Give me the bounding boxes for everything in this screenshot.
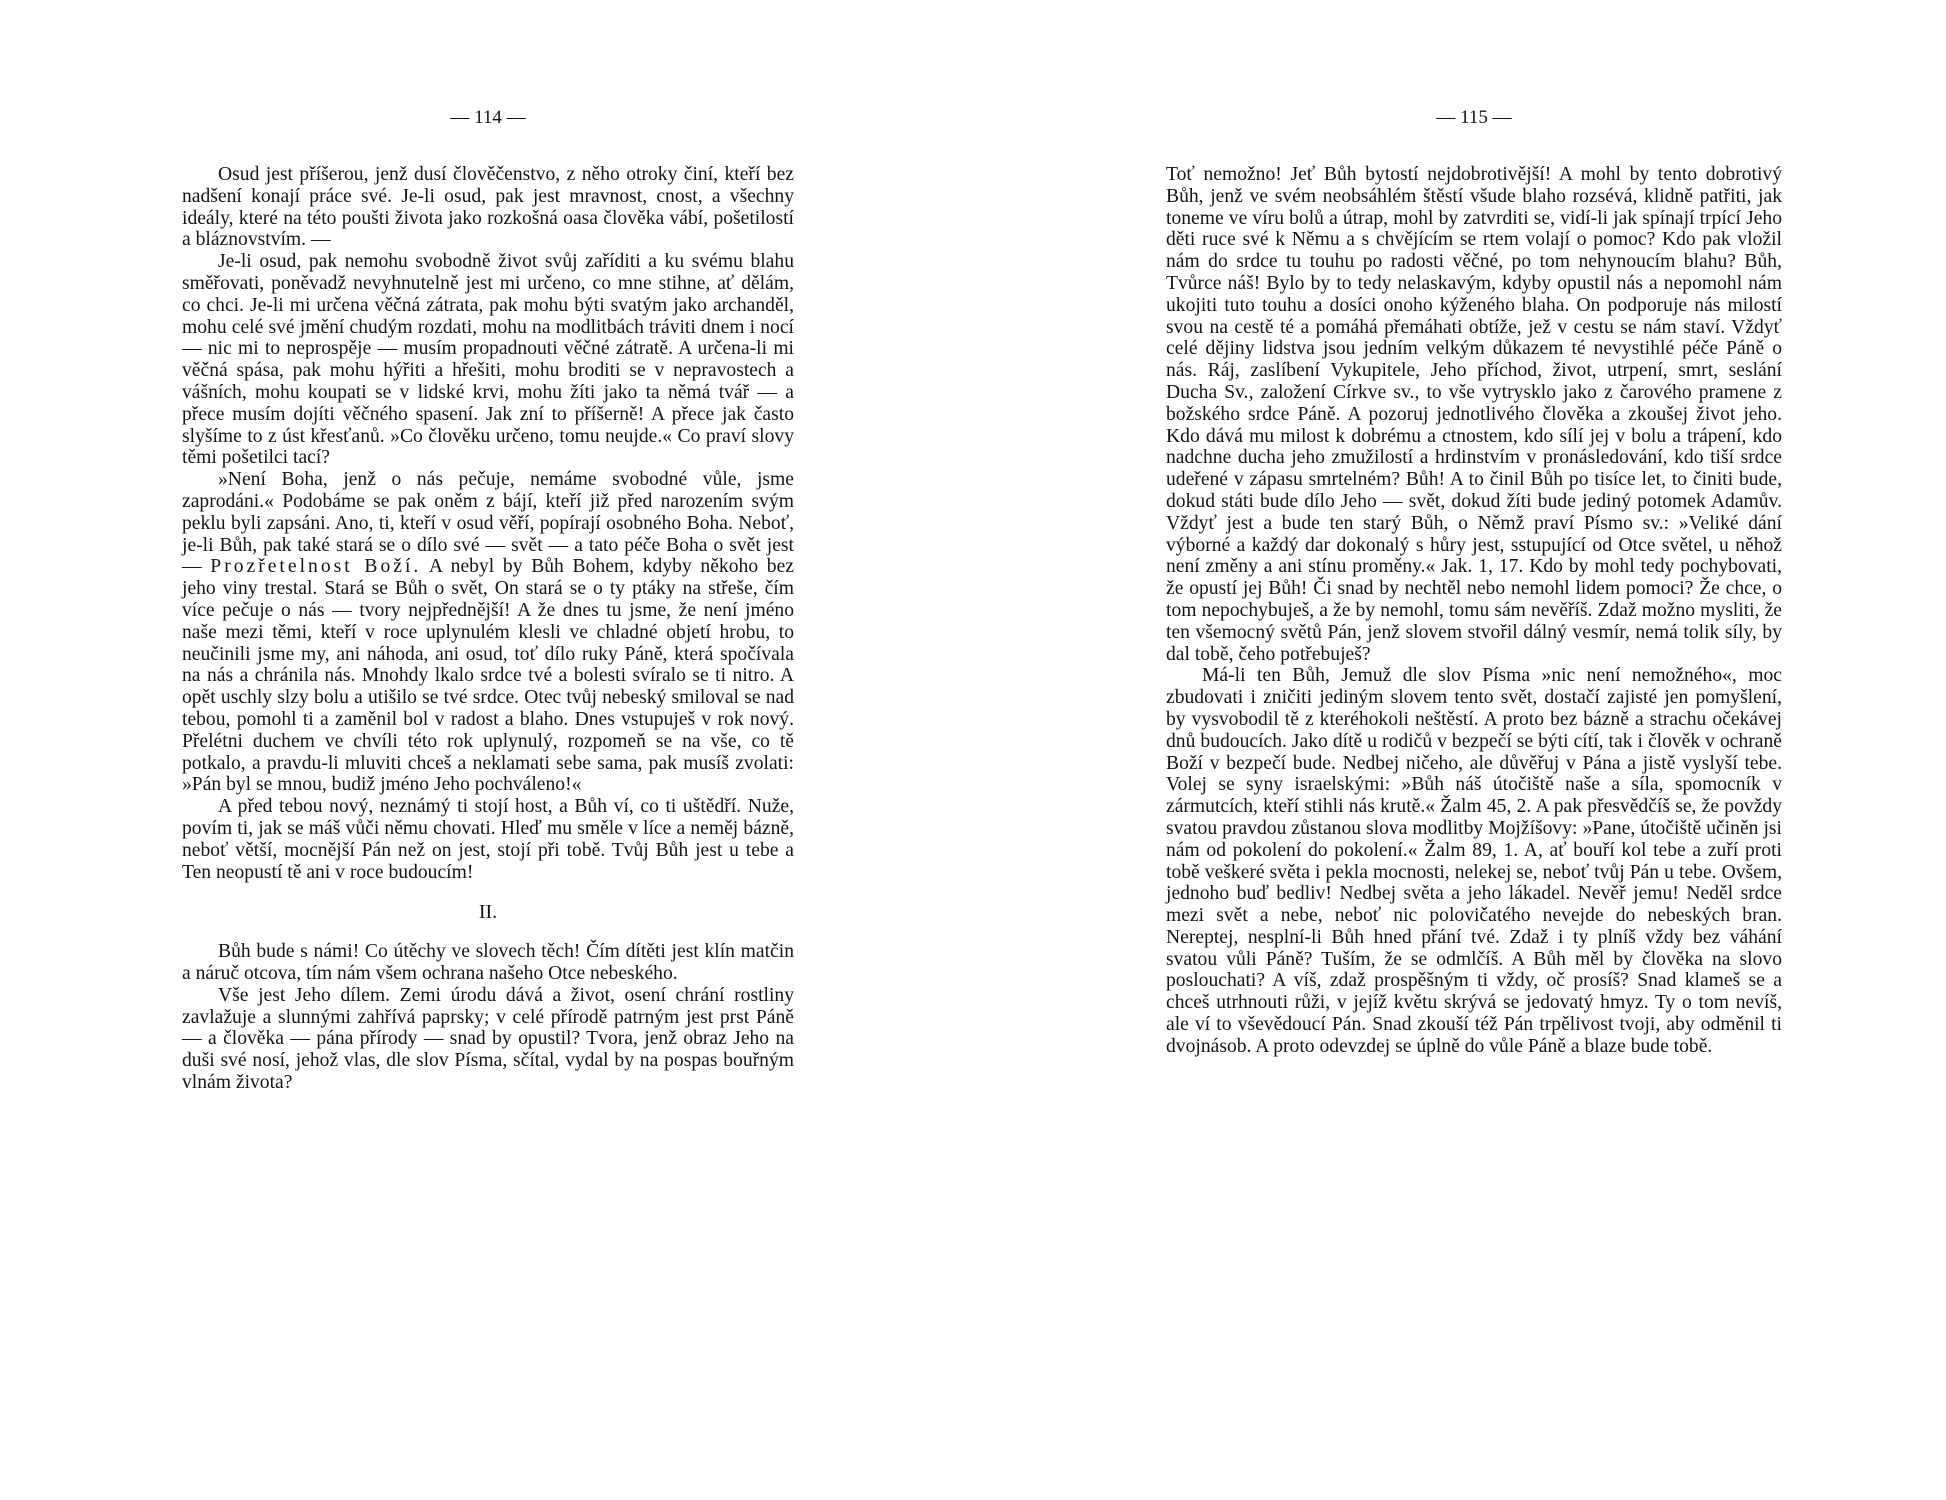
emphasized-text: Prozřetelnost Boží. bbox=[210, 556, 422, 578]
page-number: — 115 — bbox=[1436, 107, 1512, 128]
paragraph: Bůh bude s námi! Co útěchy ve slovech těch! Čím dítěti jest klín matčin a náruč otcova, tím nám všem ochrana našeho Otce nebeského. bbox=[182, 941, 794, 985]
page-body bbox=[182, 164, 794, 1094]
page-body bbox=[1166, 164, 1782, 1058]
paragraph: Toť nemožno! Jeť Bůh bytostí nejdobrotivější! A mohl by tento dobrotivý Bůh, jenž ve svém neobsáhlém štěstí všude blaho rozsévá, klidně patřiti, jak toneme ve víru bolů a útrap, mohl by zatvrditi se, vidí-li jak spínají trpící Jeho děti ruce své k Němu a s chvějícím se rtem volají o pomoc? Kdo pak vložil nám do srdce tu touhu po radosti věčné, po tom nehynoucím blahu? Bůh, Tvůrce náš! Bylo by to tedy nelaskavým, kdyby opustil nás a nepomohl nám ukojiti tuto touhu a dosíci onoho kýženého blaha. On podporuje nás milostí svou na cestě té a pomáhá přemáhati obtíže, jež v cestu se nám staví. Vždyť celé dějiny lidstva jsou jedním velkým důkazem té nevystihlé péče Páně o nás. Ráj, zaslíbení Vykupitele, Jeho příchod, život, utrpení, smrt, seslání Ducha Sv., založení Církve sv., to vše vytrysklo jako z čarového pramene z božského srdce Páně. A pozoruj jednotlivého člověka a zkoušej život jeho. Kdo dává mu milost k dobrému a ctnostem, kdo sílí jej v bolu a trápení, kdo nadchne ducha jeho zmužilostí a hrdinstvím v pronásledování, kdo tiší srdce udeřené v zápasu smrtelném? Bůh! A to činil Bůh po tisíce let, to činiti bude, dokud státi bude dílo Jeho — svět, dokud žíti bude jediný potomek Adamův. Vždyť jest a bude ten starý Bůh, o Němž praví Písmo sv.: »Veliké dání výborné a každý dar dokonalý s hůry jest, sstupující od Otce světel, u něhož není změny a ani stínu proměny.« Jak. 1, 17. Kdo by mohl tedy pochybovati, že opustí jej Bůh! Či snad by nechtěl nebo nemohl lidem pomoci? Že chce, o tom nepochybuješ, a že by nemohl, tomu sám nevěříš. Zdaž možno mysliti, že ten všemocný světů Pán, jenž slovem stvořil dálný vesmír, nemá tolik síly, by dal tobě, čeho potřebuješ? bbox=[1166, 164, 1782, 665]
left-page bbox=[182, 0, 794, 1094]
paragraph: Je-li osud, pak nemohu svobodně život svůj zaříditi a ku svému blahu směřovati, poněvadž nevyhnutelně jest mi určeno, co mne stihne, ať dělám, co chci. Je-li mi určena věčná zátrata, pak mohu býti svatým jako archanděl, mohu celé své jmění chudým rozdati, mohu na modlitbách tráviti dnem i nocí — nic mi to neprospěje — musím propadnouti věčné zátratě. A určena-li mi věčná spása, pak mohu hýřiti a hřešiti, mohu broditi se v nepravostech a vášních, mohu koupati se v lidské krvi, mohu žíti jako ta němá tvář — a přece musím dojíti věčného spasení. Jak zní to příšerně! A přece jak často slyšíme to z úst křesťanů. »Co člověku určeno, tomu neujde.« Co praví slovy těmi pošetilci tací? bbox=[182, 251, 794, 469]
paragraph-text: »Není Boha, jenž o nás pečuje, nemáme svobodné vůle, jsme zaprodáni.« Podobáme se pak oněm z bájí, kteří již před narozením svým peklu byli zapsáni. Ano, ti, kteří v osud věří, popírají osobného Boha. Neboť, je-li Bůh, pak také stará se o dílo své — svět — a tato péče Boha o svět jest — bbox=[182, 469, 794, 578]
paragraph: A před tebou nový, neznámý ti stojí host, a Bůh ví, co ti uštědří. Nuže, povím ti, jak se máš vůči němu chovati. Hleď mu směle v líce a neměj bázně, neboť větší, mocnější Pán než on jest, stojí při tobě. Tvůj Bůh jest u tebe a Ten neopustí tě ani v roce budoucím! bbox=[182, 796, 794, 883]
section-heading: II. bbox=[478, 901, 498, 924]
paragraph bbox=[182, 469, 794, 796]
paragraph: Vše jest Jeho dílem. Zemi úrodu dává a život, osení chrání rostliny zavlažuje a slunnými zahřívá paprsky; v celé přírodě patrným jest prst Páně — a člověka — pána přírody — snad by opustil? Tvora, jenž obraz Jeho na duši své nosí, jehož vlas, dle slov Písma, sčítal, vydal by na pospas bouřným vlnám života? bbox=[182, 984, 794, 1094]
paragraph: Má-li ten Bůh, Jemuž dle slov Písma »nic není nemožného«, moc zbudovati i zničiti jediným slovem tento svět, dostačí zajisté jen pomyšlení, by vysvobodil tě z kteréhokoli neštěstí. A proto bez bázně a strachu očekávej dnů budoucích. Jako dítě u rodičů v bezpečí se býti cítí, tak i člověk v ochraně Boží v bezpečí bude. Nedbej ničeho, ale důvěřuj v Pána a jistě vyslyší tebe. Volej se syny israelskými: »Bůh náš útočiště naše a síla, spomocník v zármutcích, kteří stihli nás krutě.« Žalm 45, 2. A pak přesvědčíš se, že povždy svatou pravdou zůstanou slova modlitby Mojžíšovy: »Pane, útočiště učiněn jsi nám od pokolení do pokolení.« Žalm 89, 1. A, ať bouří kol tebe a zuří proti tobě veškeré světa i pekla mocnosti, nelekej se, neboť tvůj Pán u tebe. Ovšem, jednoho buď bedliv! Nedbej světa a jeho lákadel. Nevěř jemu! Neděl srdce mezi svět a nebe, neboť nic polovičatého nevejde do nebeských bran. Nereptej, nesplní-li Bůh hned přání tvé. Zdaž i ty plníš vždy bez váhání svatou vůli Páně? Tuším, že se odmlčíš. A Bůh měl by člověka na slovo poslouchati? A víš, zdaž prospěšným ti vždy, oč prosíš? Snad klameš se a chceš utrhnouti růži, v jejíž květu skrývá se jedovatý hmyz. Ty o tom nevíš, ale ví to vševědoucí Pán. Snad zkouší též Pán trpělivost tvoji, aby odměnil ti dvojnásob. A proto odevzdej se úplně do vůle Páně a blaze bude tobě. bbox=[1166, 665, 1782, 1057]
paragraph: Osud jest příšerou, jenž dusí člověčenstvo, z něho otroky činí, kteří bez nadšení konají práce své. Je-li osud, pak jest mravnost, cnost, a všechny ideály, které na této poušti života jako rozkošná oasa člověka vábí, pošetilostí a bláznovstvím. — bbox=[182, 164, 794, 251]
right-page bbox=[1166, 0, 1782, 1058]
page-number: — 114 — bbox=[450, 107, 526, 128]
paragraph-text: A nebyl by Bůh Bohem, kdyby někoho bez jeho viny trestal. Stará se Bůh o svět, On stará se o ty ptáky na střeše, čím více pečuje o nás — tvory nejpřednější! A že dnes tu jsme, že není jméno naše mezi těmi, kteří v roce uplynulém klesli ve chladné objetí hrobu, to neučinili jsme my, ani náhoda, ani osud, toť dílo ruky Páně, která spočívala na nás a chránila nás. Mnohdy lkalo srdce tvé a bolesti svíralo se ti nitro. A opět uschly slzy bolu a utišilo se tvé srdce. Otec tvůj nebeský smiloval se nad tebou, pomohl ti a zaměnil bol v radost a blaho. Dnes vstupuješ v rok nový. Přelétni duchem ve chvíli této rok uplynulý, rozpomeň se na vše, co tě potkalo, a pravdu-li mluviti chceš a neklamati sebe sama, pak musíš zvolati: »Pán byl se mnou, budiž jméno Jeho pochváleno!« bbox=[182, 556, 795, 796]
